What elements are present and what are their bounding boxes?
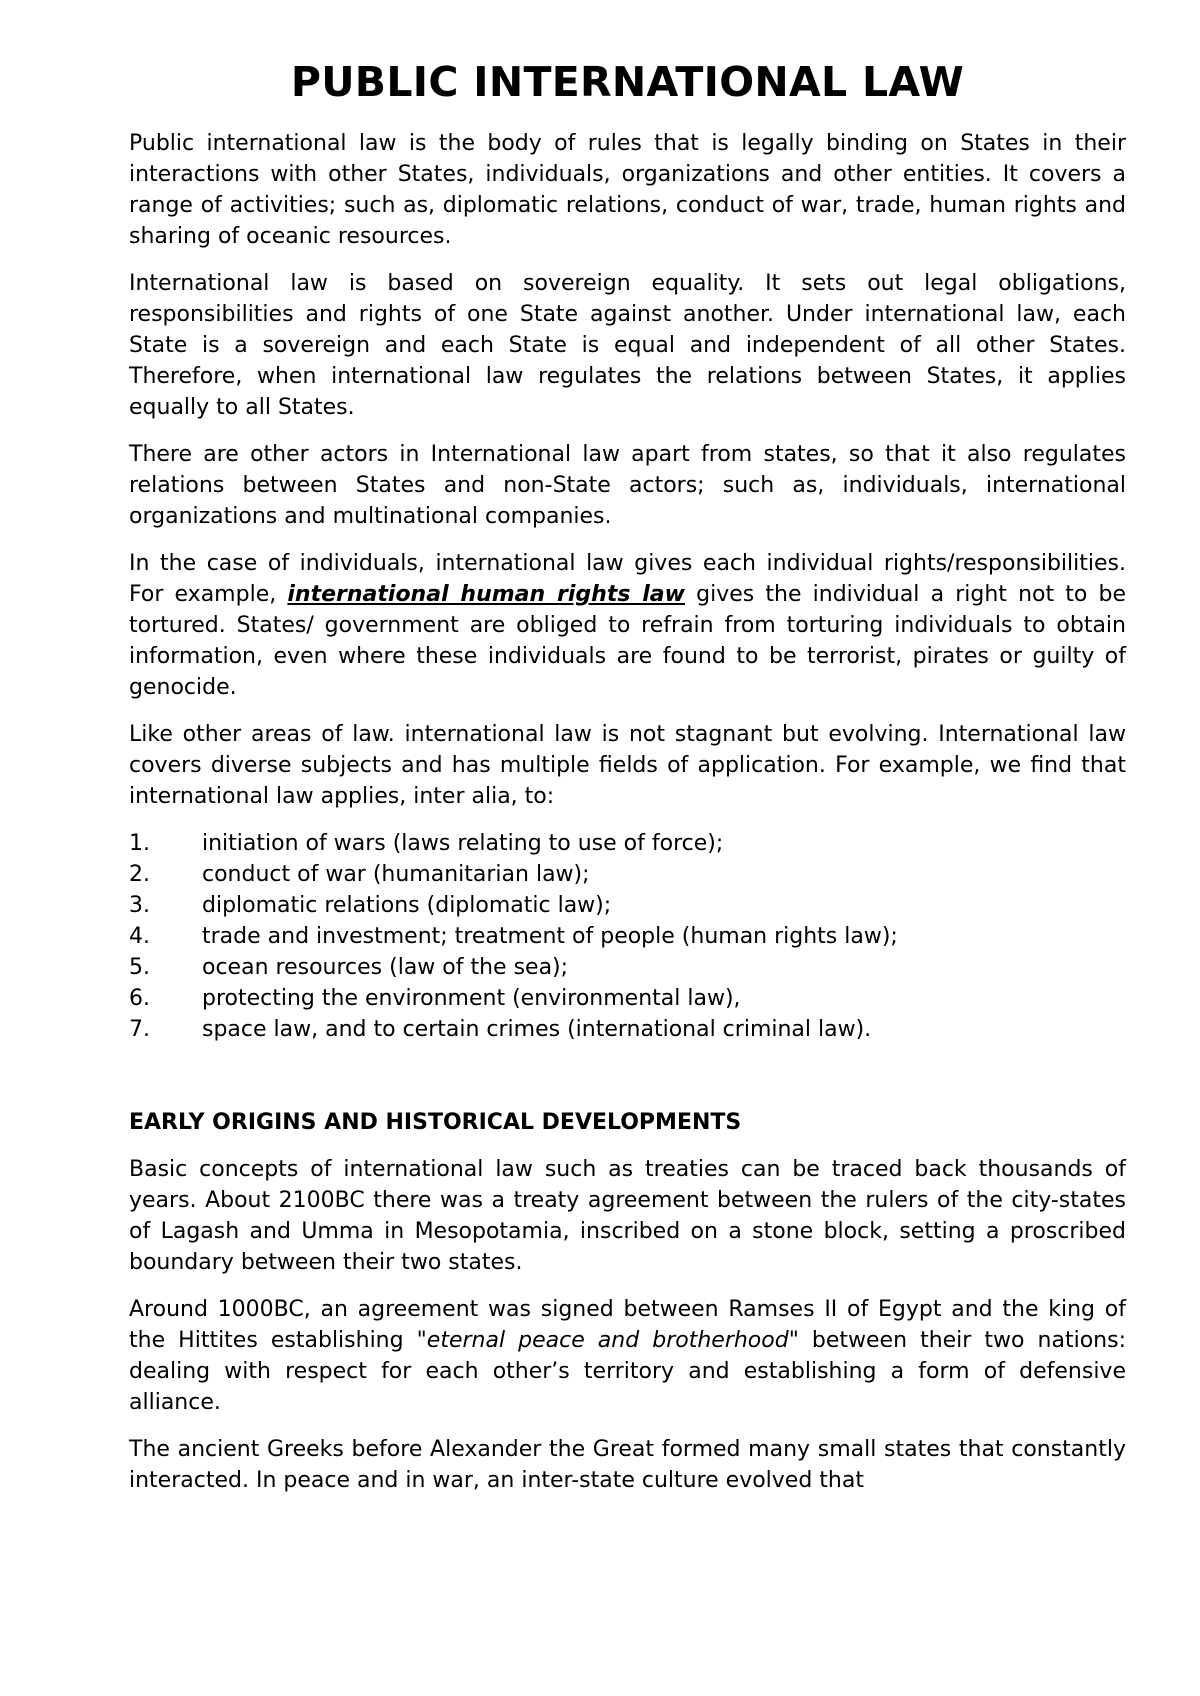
- list-item: [129, 1014, 1126, 1045]
- paragraph-other-actors: There are other actors in International law apart from states, so that it also regulates relations between States and non-State actors; such as, individuals, international organizations and multinational companies.: [129, 442, 1126, 529]
- paragraph-evolving-law: Like other areas of law. international law is not stagnant but evolving. International law covers diverse subjects and has multiple fields of application. For example, we find that international law applies, inter alia, to:: [129, 722, 1126, 809]
- paragraph-individuals: [129, 548, 1126, 703]
- paragraph-ramses-text-after: " between their two nations: dealing with respect for each other’s territory and establishing a form of defensive alliance.: [129, 1328, 1126, 1415]
- paragraph-definition: Public international law is the body of rules that is legally binding on States in their interactions with other States, individuals, organizations and other entities. It covers a range of activities; such as, diplomatic relations, conduct of war, trade, human rights and sharing of oceanic resources.: [129, 131, 1126, 249]
- list-item: [129, 828, 1126, 859]
- paragraph-ramses-text-before: Around 1000BC, an agreement was signed between Ramses II of Egypt and the king of the Hittites establishing ": [129, 1297, 1126, 1353]
- list-item-number: 5.: [129, 955, 150, 980]
- section-heading-early-origins: EARLY ORIGINS AND HISTORICAL DEVELOPMENTS: [129, 1110, 742, 1135]
- paragraph-ramses-agreement: [129, 1294, 1126, 1418]
- document-title: PUBLIC INTERNATIONAL LAW: [290, 58, 965, 106]
- list-item: [129, 859, 1126, 890]
- list-item-text: trade and investment; treatment of people (human rights law);: [202, 924, 898, 949]
- list-item: [129, 890, 1126, 921]
- paragraph-ancient-greeks: The ancient Greeks before Alexander the Great formed many small states that constantly interacted. In peace and in war, an inter-state culture evolved that: [129, 1437, 1126, 1493]
- document-page: [129, 52, 1126, 1496]
- list-item-number: 4.: [129, 924, 150, 949]
- list-item: [129, 952, 1126, 983]
- list-item-number: 3.: [129, 893, 150, 918]
- list-item: [129, 921, 1126, 952]
- fields-of-application-list: [129, 828, 1126, 1045]
- paragraph-sovereign-equality: International law is based on sovereign equality. It sets out legal obligations, responsibilities and rights of one State against another. Under international law, each State is a sovereign and each State is equal and independent of all other States. Therefore, when international law regulates the relations between States, it applies equally to all States.: [129, 271, 1126, 420]
- list-item-text: diplomatic relations (diplomatic law);: [202, 893, 612, 918]
- list-item: [129, 983, 1126, 1014]
- list-item-number: 2.: [129, 862, 150, 887]
- paragraph-individuals-text-after: gives the individual a right not to be tortured. States/ government are obliged to refrain from torturing individuals to obtain information, even where these individuals are found to be terrorist, pirates or guilty of genocide.: [129, 582, 1127, 700]
- paragraph-ancient-treaties: Basic concepts of international law such as treaties can be traced back thousands of years. About 2100BC there was a treaty agreement between the rulers of the city-states of Lagash and Umma in Mesopotamia, inscribed on a stone block, setting a proscribed boundary between their two states.: [129, 1157, 1126, 1275]
- list-item-text: space law, and to certain crimes (international criminal law).: [202, 1017, 872, 1042]
- list-item-number: 6.: [129, 986, 150, 1011]
- emphasis-eternal-peace: eternal peace and brotherhood: [426, 1328, 789, 1353]
- list-item-text: conduct of war (humanitarian law);: [202, 862, 590, 887]
- emphasis-human-rights-law: international human rights law: [287, 582, 685, 607]
- list-item-text: protecting the environment (environmental law),: [202, 986, 741, 1011]
- list-item-text: ocean resources (law of the sea);: [202, 955, 569, 980]
- paragraph-individuals-text-before: In the case of individuals, international law gives each individual rights/responsibilities. For example,: [129, 551, 1126, 607]
- list-item-number: 7.: [129, 1017, 150, 1042]
- list-item-number: 1.: [129, 831, 150, 856]
- list-item-text: initiation of wars (laws relating to use of force);: [202, 831, 724, 856]
